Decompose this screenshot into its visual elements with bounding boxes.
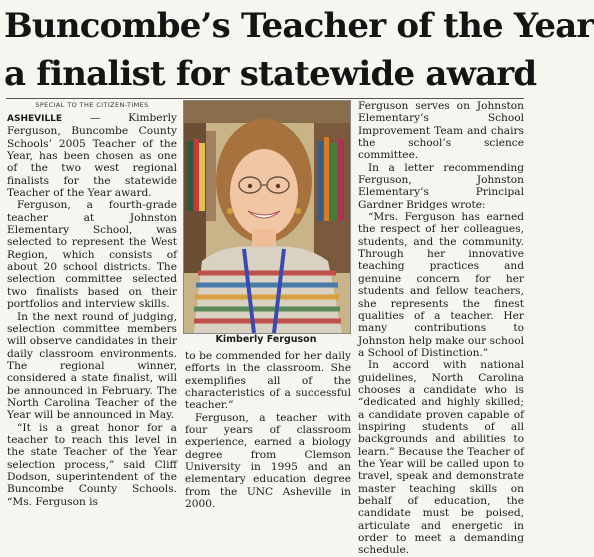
article-paragraph: “It is a great honor for a teacher to reach this level in the state Teacher of the Year selection process,” said Cliff Dodson, superintendent of the Buncombe County Schools. “Ms. Ferguson is — [7, 421, 177, 508]
headline-line-1: Buncombe’s Teacher of the Year — [4, 6, 594, 46]
article-column-2 — [185, 350, 351, 511]
article-column-1 — [7, 100, 177, 508]
headline-rule — [6, 98, 524, 99]
article-paragraph-text: — Kimberly Ferguson, Buncombe County Schools’ 2005 Teacher of the Year, has been chosen as one of the two west regional finalists for the statewide Teacher of the Year award. — [7, 112, 177, 200]
photo-caption: Kimberly Ferguson — [215, 334, 317, 345]
article-paragraph: Ferguson, a fourth-grade teacher at Johnston Elementary School, was selected to represent the West Region, which consists of about 20 school districts. The selection committee selected two finalists based on their portfolios and interview skills. — [7, 199, 177, 311]
byline: SPECIAL TO THE CITIZEN-TIMES — [35, 101, 149, 109]
headline-line-2: a finalist for statewide award — [4, 54, 537, 94]
article-column-3 — [358, 100, 524, 557]
article-paragraph: “Mrs. Ferguson has earned the respect of her colleagues, students, and the community. Through her innovative teaching practices and genuine concern for her students and fellow teachers, she represents the finest qualities of a teacher. Her many contributions to Johnston help make our school a School of Distinction.” — [358, 211, 524, 359]
dateline: ASHEVILLE — [7, 114, 63, 124]
teacher-portrait-image — [184, 101, 350, 333]
article-paragraph: to be commended for her daily efforts in the classroom. She exemplifies all of the characteristics of a successful teacher.” — [185, 350, 351, 412]
article-paragraph: Ferguson, a teacher with four years of classroom experience, earned a biology degree from Clemson University in 1995 and an elementary education degree from the UNC Asheville in 2000. — [185, 411, 351, 511]
teacher-photo — [183, 100, 351, 334]
article-paragraph: In a letter recommending Ferguson, Johnston Elementary’s Principal Gardner Bridges wrote: — [358, 161, 524, 211]
article-paragraph — [7, 112, 177, 199]
article-paragraph: Ferguson serves on Johnston Elementary’s School Improvement Team and chairs the school’s science committee. — [358, 100, 524, 162]
article-paragraph: In the next round of judging, selection committee members will observe candidates in their daily classroom environments. The regional winner, considered a state finalist, will be announced in February. The North Carolina Teacher of the Year will be announced in May. — [7, 310, 177, 422]
article-paragraph: In accord with national guidelines, North Carolina chooses a candidate who is “dedicated and highly skilled; a candidate proven capable of inspiring students of all backgrounds and abilities to learn.” Because the Teacher of the Year will be called upon to travel, speak and demonstrate master teaching skills on behalf of education, the candidate must be poised, articulate and energetic in order to meet a demanding schedule. — [358, 359, 524, 557]
headline — [4, 2, 594, 98]
